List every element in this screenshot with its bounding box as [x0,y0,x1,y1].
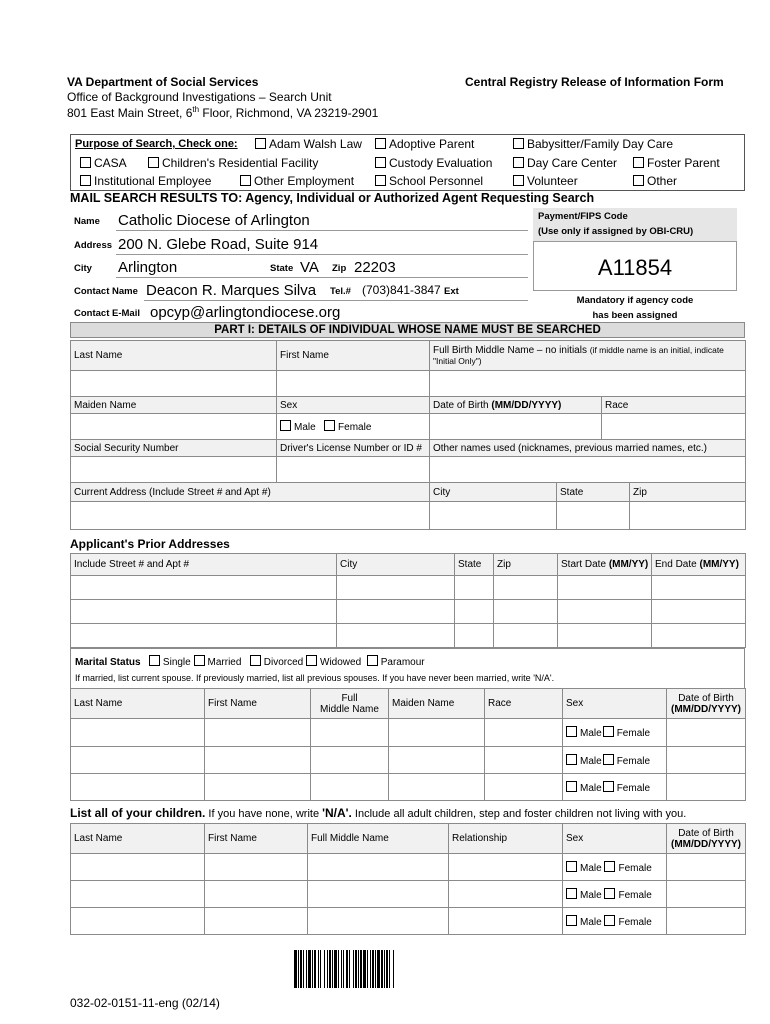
purpose-option-school-personnel[interactable]: School Personnel [375,174,483,188]
marital-option-divorced[interactable]: Divorced [250,657,303,668]
barcode-bar [353,950,354,988]
mail-contact-value[interactable]: Deacon R. Marques Silva [146,282,317,299]
mail-zip-value[interactable]: 22203 [354,259,396,276]
part1-ssn-field[interactable] [71,457,277,483]
barcode-bar [332,950,333,988]
prior-street-header: Include Street # and Apt # [71,554,337,576]
table-row: Male Female [71,774,746,801]
barcode-bar [360,950,362,988]
purpose-label: Purpose of Search, Check one: [75,138,238,150]
purpose-option-casa[interactable]: CASA [80,156,127,170]
mandatory-note-2: has been assigned [592,310,678,321]
checkbox[interactable] [513,157,524,168]
male-checkbox[interactable] [280,420,291,431]
male-checkbox[interactable] [566,915,577,926]
checkbox[interactable] [375,138,386,149]
barcode-bar [314,950,316,988]
checkbox[interactable] [633,157,644,168]
barcode-bar [327,950,328,988]
fips-label: Payment/FIPS Code [538,211,628,222]
barcode-bar [349,950,350,988]
mail-state-label: State [270,263,294,274]
checkbox[interactable] [194,655,205,666]
part1-state-header: State [557,483,630,502]
barcode-bar [343,950,344,988]
marital-note: If married, list current spouse. If previously married, list all previous spouses. If you have never been married, write 'N/A'. [75,673,555,683]
marital-option-widowed[interactable]: Widowed [306,657,361,668]
checkbox[interactable] [149,655,160,666]
table-row: Male Female [71,747,746,774]
divider [144,300,528,301]
office-address: 801 East Main Street, 6th Floor, Richmond, VA 23219-2901 [67,105,379,120]
mail-results-heading: MAIL SEARCH RESULTS TO: Agency, Individual or Authorized Agent Requesting Search [70,191,595,205]
prior-addresses-heading: Applicant's Prior Addresses [70,537,230,551]
barcode-bar [355,950,357,988]
spouse-last-name-header: Last Name [71,689,205,719]
part1-name-table [70,340,746,397]
spouse-maiden-header: Maiden Name [389,689,485,719]
part1-first-name-field[interactable] [277,371,430,397]
female-checkbox[interactable] [604,888,615,899]
prior-end-header: End Date (MM/YY) [652,554,746,576]
marital-option-single[interactable]: Single [149,657,191,668]
male-checkbox[interactable] [566,754,577,765]
barcode-bar [306,950,307,988]
female-checkbox[interactable] [604,861,615,872]
female-checkbox[interactable] [324,420,335,431]
divider [116,230,528,231]
female-checkbox[interactable] [603,754,614,765]
purpose-option-other-employment[interactable]: Other Employment [240,174,354,188]
purpose-option-foster-parent[interactable]: Foster Parent [633,156,720,170]
table-row: Male Female [71,854,746,881]
purpose-option-childrens-residential[interactable]: Children's Residential Facility [148,156,318,170]
children-heading: List all of your children. If you have none, write 'N/A'. Include all adult children, step and foster children not living with you. [70,806,687,820]
part1-ssn-header: Social Security Number [71,440,277,457]
barcode-bar [324,950,325,988]
part1-dl-header: Driver's License Number or ID # [277,440,430,457]
purpose-option-babysitter[interactable]: Babysitter/Family Day Care [513,137,673,151]
checkbox[interactable] [148,157,159,168]
part1-other-names-field[interactable] [430,457,746,483]
part1-zip-field[interactable] [630,502,746,530]
form-title: Central Registry Release of Information Form [465,75,724,89]
barcode-bar [341,950,342,988]
table-row [71,576,746,600]
office-name: Office of Background Investigations – Search Unit [67,90,332,104]
fips-note: (Use only if assigned by OBI-CRU) [538,226,694,237]
part1-address-table [70,482,746,530]
prior-addresses-table [70,553,746,648]
barcode-bar [303,950,304,988]
mail-name-value[interactable]: Catholic Diocese of Arlington [118,212,310,229]
children-last-name-header: Last Name [71,824,205,854]
marital-option-married[interactable]: Married [194,657,242,668]
part1-dob-header: Date of Birth (MM/DD/YYYY) [430,397,602,414]
part1-dob-field[interactable] [430,414,602,440]
checkbox[interactable] [375,157,386,168]
part1-sex-field[interactable]: Male Female [277,414,430,440]
divider [116,254,528,255]
children-dob-header: Date of Birth (MM/DD/YYYY) [667,824,746,854]
spouse-middle-name-header: Full Middle Name [311,689,389,719]
marital-options [75,655,425,668]
part1-middle-name-header: Full Birth Middle Name – no initials (if middle name is an initial, indicate "Initial Only") [430,341,746,371]
part1-first-name-header: First Name [277,341,430,371]
barcode-bar [381,950,383,988]
part1-city-header: City [430,483,557,502]
purpose-option-adam-walsh[interactable]: Adam Walsh Law [255,137,362,151]
part1-last-name-header: Last Name [71,341,277,371]
checkbox[interactable] [240,175,251,186]
male-checkbox[interactable] [566,861,577,872]
checkbox[interactable] [255,138,266,149]
mail-city-label: City [74,263,92,274]
male-checkbox[interactable] [566,726,577,737]
barcode-bar [367,950,368,988]
barcode-bar [294,950,297,988]
female-checkbox[interactable] [603,781,614,792]
spouse-table [70,688,746,801]
spouse-sex-header: Sex [563,689,667,719]
spouse-race-header: Race [485,689,563,719]
part1-sex-header: Sex [277,397,430,414]
part1-ssn-table [70,439,746,483]
barcode-bar [300,950,302,988]
mail-tel-value[interactable]: (703)841-3847 [362,283,441,297]
mail-tel-label: Tel.# [330,286,351,297]
part1-race-header: Race [602,397,746,414]
male-checkbox[interactable] [566,888,577,899]
marital-option-paramour[interactable]: Paramour [367,657,425,668]
part1-heading: PART I: DETAILS OF INDIVIDUAL WHOSE NAME MUST BE SEARCHED [70,322,745,338]
part1-race-field[interactable] [602,414,746,440]
barcode-bar [389,950,390,988]
table-row: Male Female [71,881,746,908]
checkbox[interactable] [80,175,91,186]
barcode-bar [370,950,371,988]
mail-address-label: Address [74,240,113,251]
table-row [71,624,746,648]
part1-maiden-table [70,396,746,440]
marital-label: Marital Status [75,657,141,668]
barcode-bar [318,950,319,988]
purpose-option-custody-evaluation[interactable]: Custody Evaluation [375,156,492,170]
mail-address-value[interactable]: 200 N. Glebe Road, Suite 914 [118,236,319,253]
barcode-bar [298,950,299,988]
mail-state-value[interactable]: VA [300,259,319,276]
mail-email-label: Contact E-Mail [74,308,140,319]
children-first-name-header: First Name [205,824,308,854]
checkbox[interactable] [306,655,317,666]
part1-dl-field[interactable] [277,457,430,483]
barcode-bar [372,950,374,988]
table-row: Male Female [71,719,746,747]
barcode-bar [386,950,388,988]
prior-state-header: State [455,554,494,576]
children-table [70,823,746,935]
barcode-bar [375,950,376,988]
fips-value[interactable]: A11854 [597,255,673,280]
purpose-option-volunteer[interactable]: Volunteer [513,174,578,188]
part1-state-field[interactable] [557,502,630,530]
checkbox[interactable] [513,175,524,186]
barcode-bar [393,950,394,988]
mandatory-note-1: Mandatory if agency code [576,295,694,306]
part1-current-address-header: Current Address (Include Street # and Apt #) [71,483,430,502]
barcode-bar [329,950,331,988]
children-middle-name-header: Full Middle Name [308,824,449,854]
barcode-bar [320,950,321,988]
barcode-bar [338,950,339,988]
department-name: VA Department of Social Services [67,75,259,89]
table-row: Male Female [71,908,746,935]
part1-maiden-field[interactable] [71,414,277,440]
barcode-bar [308,950,311,988]
part1-other-names-header: Other names used (nicknames, previous married names, etc.) [430,440,746,457]
checkbox[interactable] [80,157,91,168]
spouse-dob-header: Date of Birth (MM/DD/YYYY) [667,689,746,719]
part1-maiden-header: Maiden Name [71,397,277,414]
table-row [71,600,746,624]
part1-zip-header: Zip [630,483,746,502]
mail-ext-label: Ext [444,286,459,297]
barcode-bar [358,950,359,988]
mail-name-label: Name [74,216,100,227]
prior-zip-header: Zip [494,554,558,576]
checkbox[interactable] [367,655,378,666]
part1-current-address-field[interactable] [71,502,430,530]
children-relationship-header: Relationship [449,824,563,854]
mail-contact-label: Contact Name [74,286,138,297]
part1-last-name-field[interactable] [71,371,277,397]
barcode-bar [363,950,366,988]
purpose-option-day-care-center[interactable]: Day Care Center [513,156,617,170]
male-checkbox[interactable] [566,781,577,792]
barcode-bar [346,950,348,988]
purpose-option-institutional-employee[interactable]: Institutional Employee [80,174,211,188]
prior-start-header: Start Date (MM/YY) [558,554,652,576]
barcode-bar [334,950,337,988]
checkbox[interactable] [513,138,524,149]
purpose-option-other[interactable]: Other [633,174,677,188]
part1-middle-name-field[interactable] [430,371,746,397]
purpose-option-adoptive-parent[interactable]: Adoptive Parent [375,137,474,151]
mail-email-value[interactable]: opcyp@arlingtondiocese.org [150,304,341,321]
children-sex-header: Sex [563,824,667,854]
checkbox[interactable] [375,175,386,186]
barcode-bar [312,950,313,988]
female-checkbox[interactable] [604,915,615,926]
checkbox[interactable] [250,655,261,666]
mail-city-value[interactable]: Arlington [118,259,178,276]
mail-zip-label: Zip [332,263,347,274]
prior-city-header: City [337,554,455,576]
female-checkbox[interactable] [603,726,614,737]
barcode-bar [377,950,380,988]
barcode-icon [294,950,476,988]
part1-city-field[interactable] [430,502,557,530]
checkbox[interactable] [633,175,644,186]
barcode-bar [384,950,385,988]
form-number: 032-02-0151-11-eng (02/14) [70,996,220,1010]
divider [116,277,528,278]
spouse-first-name-header: First Name [205,689,311,719]
